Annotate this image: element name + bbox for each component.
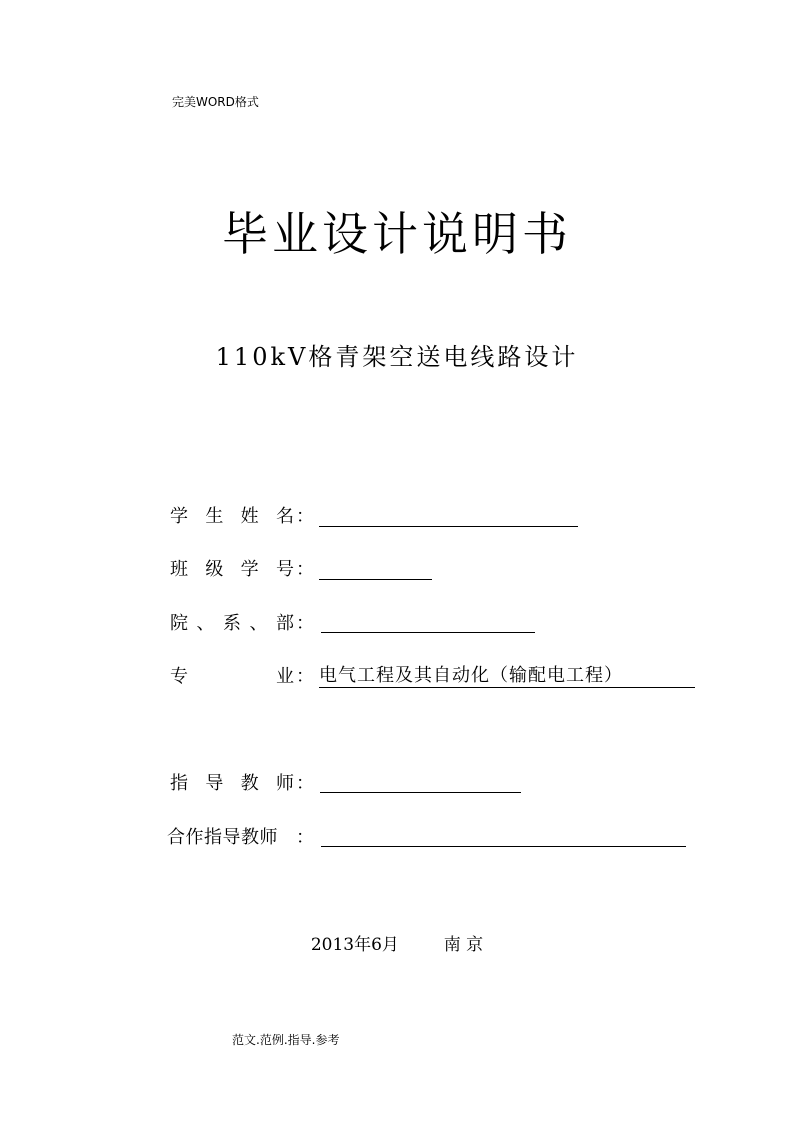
- document-title: 毕业设计说明书: [222, 207, 572, 261]
- major-value[interactable]: 电气工程及其自动化（输配电工程）: [319, 665, 695, 688]
- label-char: 系: [223, 613, 241, 634]
- co-advisor-input[interactable]: [321, 826, 686, 847]
- label-char: 生: [205, 506, 224, 527]
- student-name-colon: ：: [296, 506, 314, 527]
- student-name-field: [170, 505, 294, 529]
- advisor-label: [170, 772, 294, 796]
- footer-note: 范文.范例.指导.参考: [232, 1033, 340, 1047]
- label-char: 班: [170, 559, 188, 580]
- label-char: 专: [170, 666, 188, 687]
- advisor-input[interactable]: [320, 772, 521, 793]
- label-char: 院: [170, 613, 188, 634]
- department-input[interactable]: [321, 612, 535, 633]
- major-colon: ：: [296, 666, 314, 687]
- student-name-input[interactable]: [319, 506, 578, 527]
- date: 2013年6月: [310, 935, 399, 955]
- label-char: 指: [170, 773, 188, 794]
- label-char: 号: [275, 559, 294, 580]
- document-subtitle: 110kV格青架空送电线路设计: [215, 343, 579, 371]
- place: 南 京: [443, 935, 484, 955]
- label-char: 学: [170, 506, 188, 527]
- label-char: 师: [275, 773, 294, 794]
- class-id-colon: ：: [296, 559, 314, 580]
- co-advisor-label: 合作指导教师: [167, 827, 278, 848]
- label-char: 名: [275, 506, 294, 527]
- class-id-label: [170, 558, 294, 582]
- label-char: 学: [240, 559, 259, 580]
- label-char: 姓: [240, 506, 259, 527]
- advisor-field: [170, 772, 294, 796]
- label-char: 教: [240, 773, 259, 794]
- class-id-field: [170, 558, 294, 582]
- label-char: 部: [276, 613, 294, 634]
- header-note: 完美WORD格式: [172, 95, 259, 109]
- class-id-input[interactable]: [319, 559, 432, 580]
- label-char: 导: [205, 773, 224, 794]
- major-label: [170, 665, 294, 689]
- co-advisor-colon: ：: [296, 827, 314, 848]
- major-field: [170, 665, 294, 689]
- department-field: [170, 612, 294, 636]
- department-label: [170, 612, 294, 636]
- label-char: 、: [196, 613, 215, 634]
- label-char: 业: [276, 666, 294, 687]
- advisor-colon: ：: [296, 773, 314, 794]
- department-colon: ：: [296, 613, 314, 634]
- label-char: 、: [249, 613, 268, 634]
- date-line: [0, 930, 794, 955]
- label-char: 级: [205, 559, 224, 580]
- student-name-label: [170, 505, 294, 529]
